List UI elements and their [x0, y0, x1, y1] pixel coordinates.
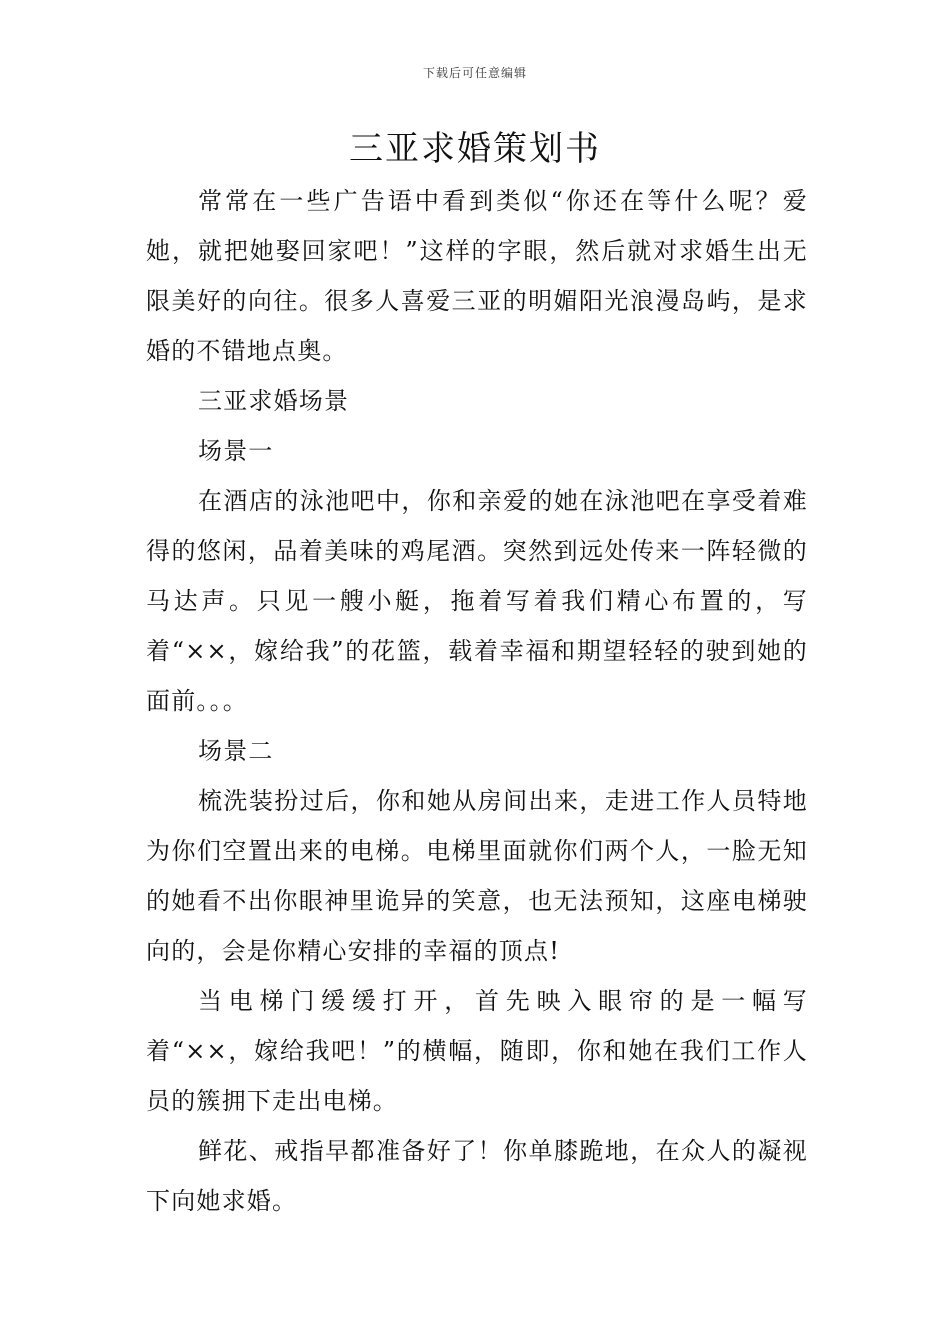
scene-two-paragraph-3: 鲜花、戒指早都准备好了！你单膝跪地，在众人的凝视下向她求婚。 — [146, 1137, 808, 1215]
section-heading-scenes: 三亚求婚场景 — [198, 387, 350, 415]
scene-one-heading: 场景一 — [198, 437, 274, 465]
scene-two-paragraph-1: 梳洗装扮过后，你和她从房间出来，走进工作人员特地为你们空置出来的电梯。电梯里面就你们两个人，一脸无知的她看不出你眼神里诡异的笑意，也无法预知，这座电梯驶向的，会是你精心安排的幸福的顶点! — [146, 787, 808, 965]
scene-two-heading: 场景二 — [198, 737, 274, 765]
header-note: 下载后可任意编辑 — [422, 66, 527, 80]
scene-one-paragraph: 在酒店的泳池吧中，你和亲爱的她在泳池吧在享受着难得的悠闲，品着美味的鸡尾酒。突然到远处传来一阵轻微的马达声。只见一艘小艇，拖着写着我们精心布置的，写着“××，嫁给我”的花篮，载着幸福和期望轻轻的驶到她的面前。。。 — [146, 487, 808, 715]
intro-paragraph: 常常在一些广告语中看到类似“你还在等什么呢？爱她，就把她娶回家吧！”这样的字眼，然后就对求婚生出无限美好的向往。很多人喜爱三亚的明媚阳光浪漫岛屿，是求婚的不错地点奥。 — [146, 187, 808, 365]
document-body — [146, 176, 808, 1226]
document-title: 三亚求婚策划书 — [349, 129, 601, 169]
scene-two-paragraph-2: 当电梯门缓缓打开，首先映入眼帘的是一幅写着“××，嫁给我吧！”的横幅，随即，你和她在我们工作人员的簇拥下走出电梯。 — [146, 987, 808, 1115]
